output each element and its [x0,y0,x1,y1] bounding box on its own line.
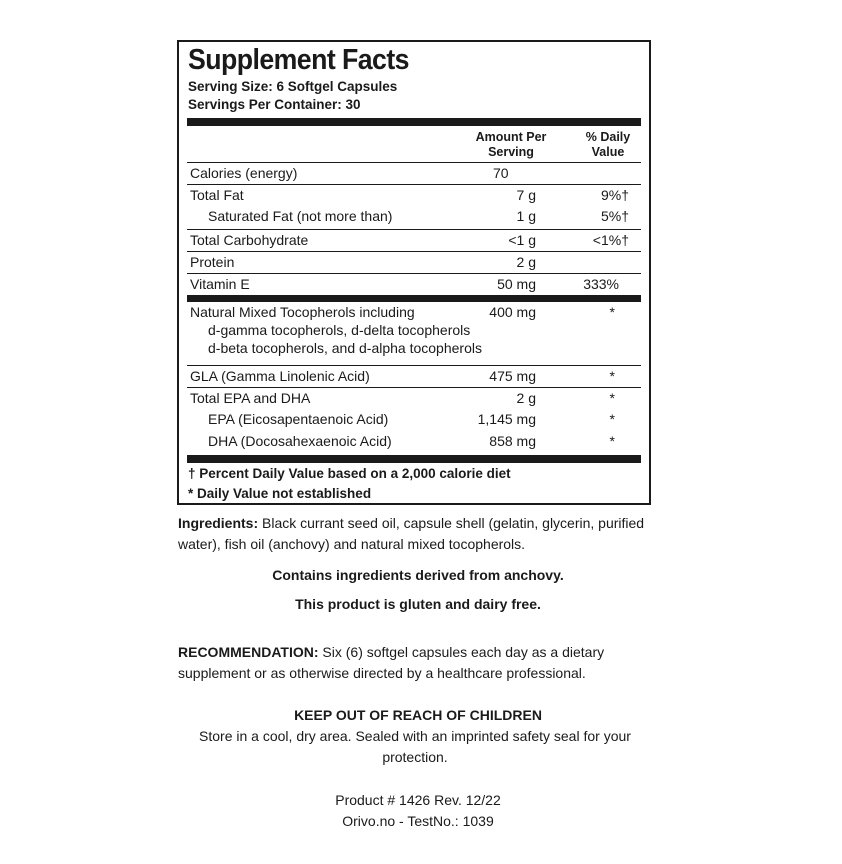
thick-divider [187,295,641,302]
ingredients-label: Ingredients: [178,515,259,531]
table-row: Saturated Fat (not more than) 1 g 5%† [208,208,629,224]
table-row: DHA (Docosahexaenoic Acid) 858 mg * [208,433,615,449]
thick-divider [187,118,641,126]
recommendation-label: RECOMMENDATION: [178,644,319,660]
footnote-daily-value: † Percent Daily Value based on a 2,000 calorie diet [188,466,511,481]
recommendation-text: RECOMMENDATION: Six (6) softgel capsules each day as a dietary supplement or as otherwise directed by a healthcare professional. [178,644,605,681]
table-row: Calories (energy) 70 [187,162,641,185]
table-row: Total Carbohydrate <1 g <1%† [187,229,641,252]
warning-title: KEEP OUT OF REACH OF CHILDREN [294,707,542,723]
table-row: Natural Mixed Tocopherols including d-gamma tocopherols, d-delta tocopherols d-beta tocopherols, and d-alpha tocopherols 400 mg * [190,304,615,356]
daily-value-column-header: % Daily Value [585,130,631,159]
table-row: Total EPA and DHA 2 g * [187,387,641,410]
footnote-not-established: * Daily Value not established [188,486,372,501]
serving-size: Serving Size: 6 Softgel Capsules [188,79,398,94]
table-row: Vitamin E 50 mg 333% [187,273,641,296]
product-number: Product # 1426 Rev. 12/22 [335,792,501,808]
test-number: Orivo.no - TestNo.: 1039 [342,813,494,829]
table-row: Protein 2 g [187,251,641,274]
storage-text: Store in a cool, dry area. Sealed with an imprinted safety seal for your protection. [199,728,631,765]
supplement-facts-panel [177,40,651,505]
gluten-note: This product is gluten and dairy free. [295,596,541,612]
panel-title: Supplement Facts [188,44,409,76]
ingredients-text: Ingredients: Black currant seed oil, capsule shell (gelatin, glycerin, purified water), fish oil (anchovy) and natural mixed tocopherols. [178,515,645,552]
thick-divider [187,455,641,463]
amount-column-header: Amount Per Serving [475,130,547,159]
servings-per-container: Servings Per Container: 30 [188,97,361,112]
table-row: GLA (Gamma Linolenic Acid) 475 mg * [187,365,641,388]
table-row: EPA (Eicosapentaenoic Acid) 1,145 mg * [208,411,615,427]
anchovy-note: Contains ingredients derived from anchovy. [272,567,564,583]
table-row: Total Fat 7 g 9%† [187,184,641,207]
